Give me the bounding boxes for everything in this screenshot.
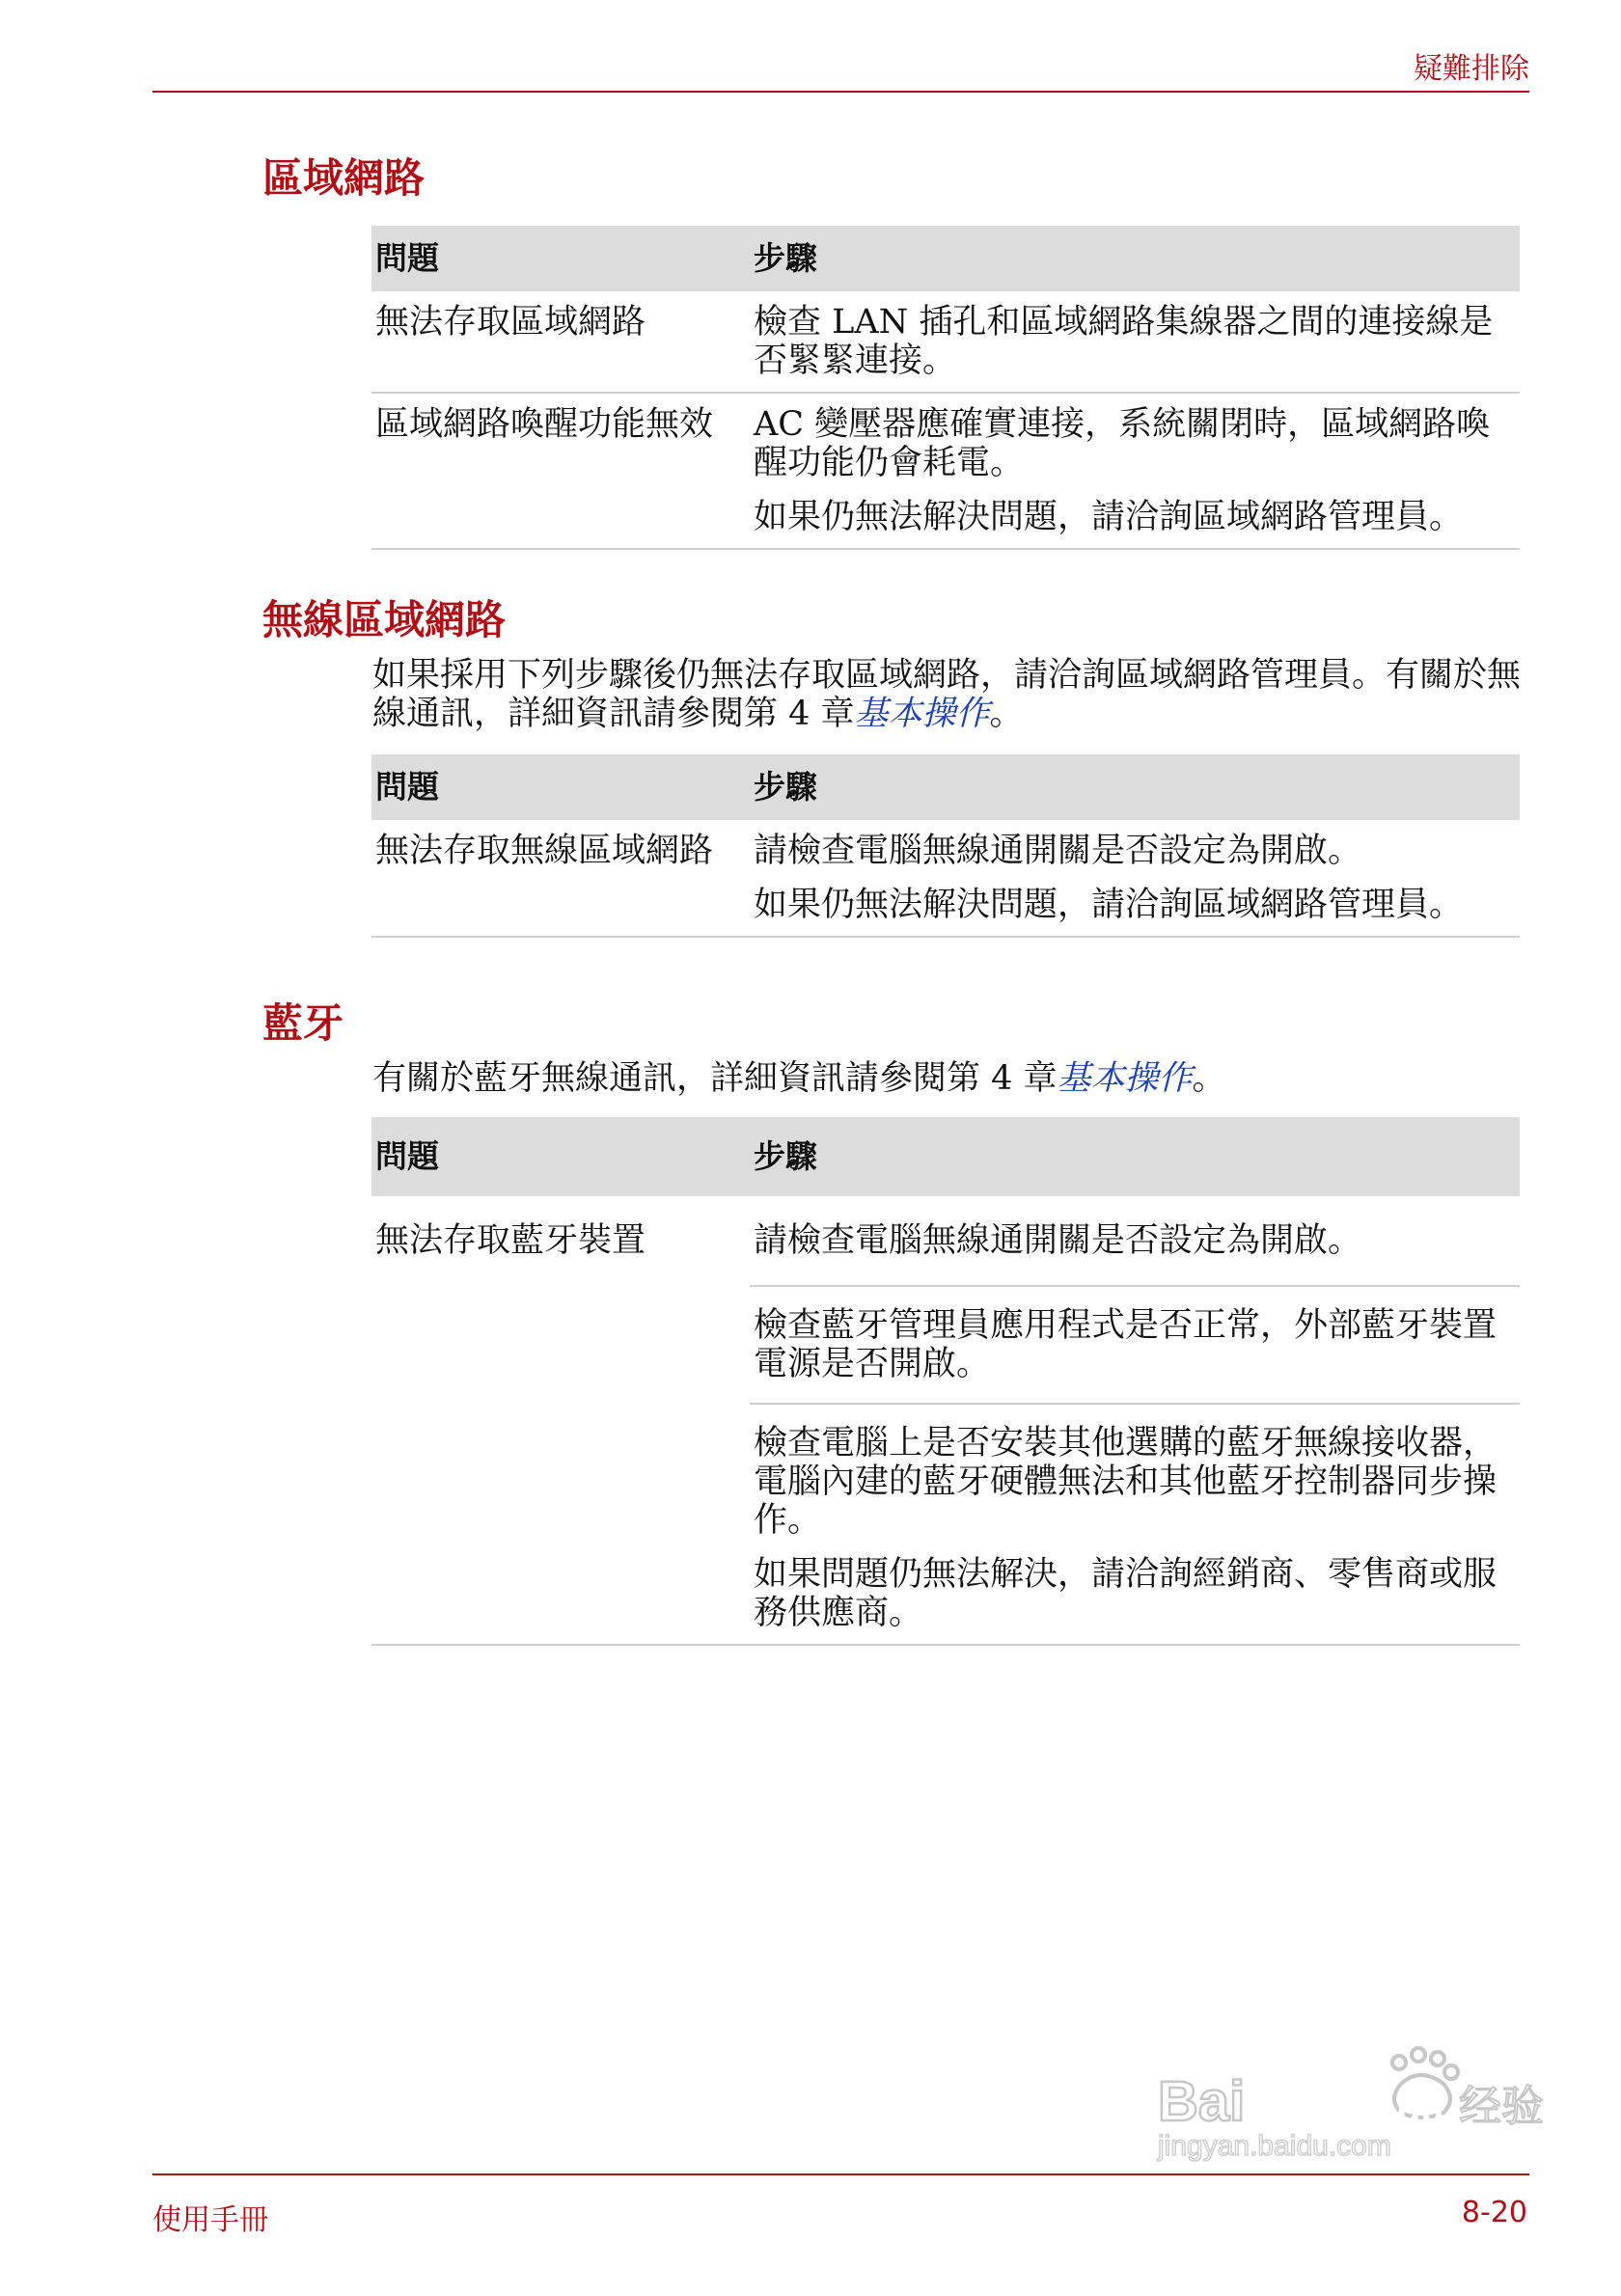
footer-rule — [152, 2173, 1529, 2175]
column-header-steps: 步驟 — [750, 754, 1520, 820]
svg-text:Bai: Bai — [1158, 2070, 1246, 2133]
section-title-bluetooth: 藍牙 — [262, 999, 344, 1047]
section-title-wlan: 無線區域網路 — [262, 596, 507, 643]
problem-cell: 無法存取無線區域網路 — [371, 820, 750, 937]
chapter-link[interactable]: 基本操作 — [1057, 1059, 1193, 1098]
step-text: AC 變壓器應確實連接，系統關閉時，區域網路喚醒功能仍會耗電。 — [754, 405, 1491, 482]
step-text: 如果問題仍無法解決，請洽詢經銷商、零售商或服務供應商。 — [754, 1555, 1497, 1632]
svg-text:经验: 经验 — [1459, 2082, 1544, 2131]
step-text: 檢查藍牙管理員應用程式是否正常，外部藍牙裝置電源是否開啟。 — [754, 1306, 1497, 1383]
wlan-table — [371, 754, 1520, 938]
table-row — [371, 1286, 1520, 1404]
column-header-problem: 問題 — [371, 1117, 750, 1196]
baidu-watermark-logo — [1148, 2045, 1544, 2162]
header-rule — [152, 91, 1529, 93]
svg-text:du: du — [1397, 2089, 1444, 2131]
lan-table — [371, 226, 1520, 550]
steps-cell — [750, 1404, 1520, 1645]
problem-cell — [371, 1286, 750, 1404]
intro-text: 有關於藍牙無線通訊，詳細資訊請參閱第 4 章 — [372, 1059, 1058, 1098]
steps-cell — [750, 1196, 1520, 1286]
steps-cell — [750, 393, 1520, 549]
svg-text:jingyan.baidu.com: jingyan.baidu.com — [1158, 2130, 1391, 2162]
step-text: 請檢查電腦無線通開關是否設定為開啟。 — [754, 832, 1362, 870]
problem-cell: 無法存取區域網路 — [371, 291, 750, 393]
step-text: 檢查電腦上是否安裝其他選購的藍牙無線接收器，電腦內建的藍牙硬體無法和其他藍牙控制器同步操作。 — [754, 1424, 1497, 1540]
column-header-problem: 問題 — [371, 754, 750, 820]
step-text: 如果仍無法解決問題，請洽詢區域網路管理員。 — [754, 886, 1464, 924]
intro-text: 如果採用下列步驟後仍無法存取區域網路，請洽詢區域網路管理員。有關於無線通訊，詳細資訊請參閱第 4 章 — [372, 656, 1522, 733]
step-text: 檢查 LAN 插孔和區域網路集線器之間的連接線是否緊緊連接。 — [754, 303, 1494, 380]
section-title-lan: 區域網路 — [262, 154, 426, 202]
table-row — [371, 1404, 1520, 1645]
wlan-intro — [372, 656, 1530, 733]
table-row — [371, 291, 1520, 393]
steps-cell — [750, 820, 1520, 937]
column-header-steps: 步驟 — [750, 1117, 1520, 1196]
footer-manual-label: 使用手冊 — [152, 2203, 268, 2237]
column-header-steps: 步驟 — [750, 226, 1520, 291]
header-title: 疑難排除 — [1414, 52, 1529, 86]
bluetooth-table — [371, 1117, 1520, 1646]
intro-suffix: 。 — [1192, 1059, 1226, 1098]
bluetooth-intro — [372, 1059, 1530, 1098]
page-number: 8-20 — [1461, 2196, 1527, 2229]
step-text: 如果仍無法解決問題，請洽詢區域網路管理員。 — [754, 498, 1464, 536]
problem-cell — [371, 1404, 750, 1645]
table-row — [371, 393, 1520, 549]
steps-cell — [750, 291, 1520, 393]
steps-cell — [750, 1286, 1520, 1404]
problem-cell: 無法存取藍牙裝置 — [375, 1221, 646, 1260]
chapter-link[interactable]: 基本操作 — [854, 695, 990, 733]
table-row — [371, 820, 1520, 937]
step-text: 請檢查電腦無線通開關是否設定為開啟。 — [754, 1221, 1362, 1260]
table-row — [371, 1196, 1520, 1286]
intro-suffix: 。 — [989, 695, 1024, 733]
problem-cell: 區域網路喚醒功能無效 — [371, 393, 750, 549]
column-header-problem: 問題 — [371, 226, 750, 291]
